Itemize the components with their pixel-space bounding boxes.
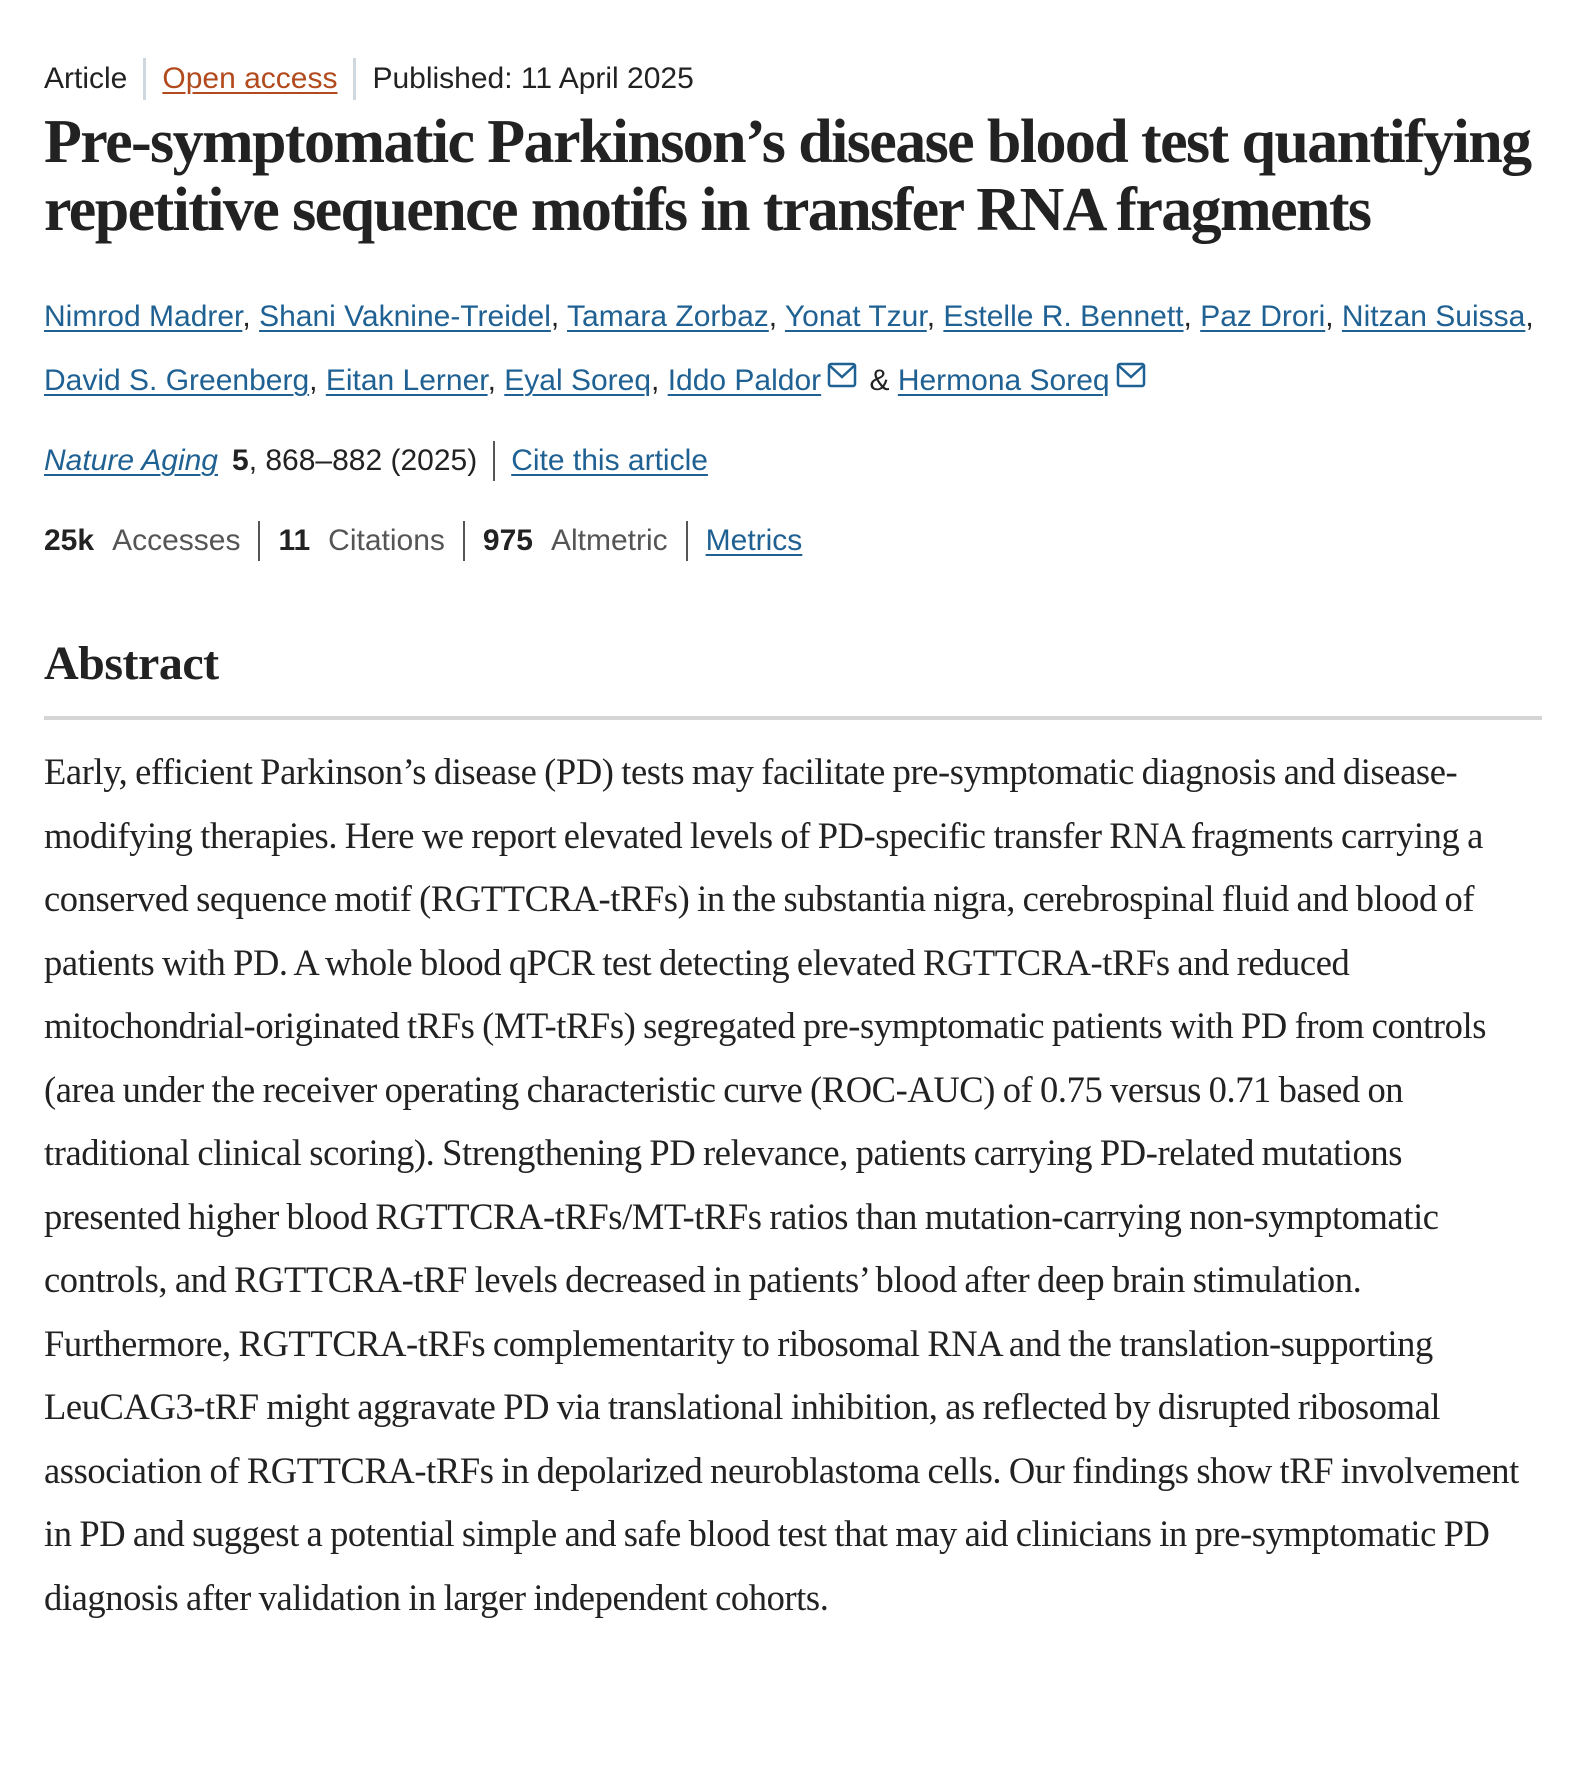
author-link[interactable]: Tamara Zorbaz <box>567 300 769 333</box>
metrics-separator <box>463 521 465 561</box>
author-separator: , <box>487 364 505 397</box>
author-link[interactable]: David S. Greenberg <box>44 364 310 397</box>
author-separator-last: & <box>861 364 898 397</box>
author-link[interactable]: Hermona Soreq <box>897 364 1110 397</box>
author-link[interactable]: Estelle R. Bennett <box>943 300 1184 333</box>
envelope-icon[interactable] <box>1116 348 1146 374</box>
author-link[interactable]: Shani Vaknine-Treidel <box>259 300 551 333</box>
citation-separator <box>493 441 495 481</box>
altmetric-score: 975 <box>482 524 533 557</box>
author-separator: , <box>309 364 326 397</box>
author-link[interactable]: Yonat Tzur <box>784 300 927 333</box>
accesses-count: 25k <box>44 524 95 557</box>
altmetric-label: Altmetric <box>550 524 668 557</box>
metrics-row <box>44 518 1542 564</box>
article-meta-row <box>44 56 1542 102</box>
author-separator: , <box>1525 300 1534 333</box>
metrics-separator <box>686 521 688 561</box>
metrics-link[interactable]: Metrics <box>705 524 803 557</box>
author-link[interactable]: Paz Drori <box>1200 300 1326 333</box>
author-separator: , <box>926 300 944 333</box>
author-separator: , <box>768 300 785 333</box>
author-separator: , <box>242 300 260 333</box>
metrics-separator <box>258 521 260 561</box>
author-list <box>44 286 1542 412</box>
meta-separator <box>143 58 146 100</box>
open-access-link[interactable]: Open access <box>162 62 338 95</box>
article-type: Article <box>44 62 128 95</box>
author-separator: , <box>1183 300 1201 333</box>
author-link[interactable]: Eitan Lerner <box>325 364 488 397</box>
abstract-divider <box>44 716 1542 720</box>
cite-this-article-link[interactable]: Cite this article <box>511 444 708 477</box>
author-link[interactable]: Eyal Soreq <box>504 364 652 397</box>
accesses-label: Accesses <box>112 524 241 557</box>
published-date: Published: 11 April 2025 <box>372 62 694 95</box>
abstract-text: Early, efficient Parkinson’s disease (PD) tests may facilitate pre-symptomatic diagnosis and disease-modifying therapies. Here we report elevated levels of PD-specific transfer RNA fragments carrying a conserved sequence motif (RGTTCRA-tRFs) in the substantia nigra, cerebrospinal fluid and blood of patients with PD. A whole blood qPCR test detecting elevated RGTTCRA-tRFs and reduced mitochondrial-originated tRFs (MT-tRFs) segregated pre-symptomatic patients with PD from controls (area under the receiver operating characteristic curve (ROC-AUC) of 0.75 versus 0.71 based on traditional clinical scoring). Strengthening PD relevance, patients carrying PD-related mutations presented higher blood RGTTCRA-tRFs/MT-tRFs ratios than mutation-carrying non-symptomatic controls, and RGTTCRA-tRF levels decreased in patients’ blood after deep brain stimulation. Furthermore, RGTTCRA-tRFs complementarity to ribosomal RNA and the translation-supporting LeuCAG3-tRF might aggravate PD via translational inhibition, as reflected by disrupted ribosomal association of RGTTCRA-tRFs in depolarized neuroblastoma cells. Our findings show tRF involvement in PD and suggest a potential simple and safe blood test that may aid clinicians in pre-symptomatic PD diagnosis after validation in larger independent cohorts. <box>44 751 1519 1618</box>
meta-separator <box>353 58 356 100</box>
author-separator: , <box>651 364 668 397</box>
author-link[interactable]: Iddo Paldor <box>667 364 822 397</box>
author-separator: , <box>550 300 568 333</box>
author-separator: , <box>1325 300 1342 333</box>
journal-pages-year: , 868–882 (2025) <box>248 444 478 477</box>
citations-label: Citations <box>328 524 445 557</box>
author-link[interactable]: Nimrod Madrer <box>44 300 243 333</box>
envelope-icon[interactable] <box>827 348 857 374</box>
citations-count: 11 <box>278 524 311 557</box>
citation-row <box>44 438 1542 484</box>
abstract-heading: Abstract <box>44 637 219 690</box>
journal-link[interactable]: Nature Aging <box>44 444 218 477</box>
article-title: Pre-symptomatic Parkinson’s disease blood test quantifying repetitive sequence motifs in transfer RNA fragments <box>44 108 1531 244</box>
journal-volume: 5 <box>232 444 249 477</box>
author-link[interactable]: Nitzan Suissa <box>1341 300 1526 333</box>
